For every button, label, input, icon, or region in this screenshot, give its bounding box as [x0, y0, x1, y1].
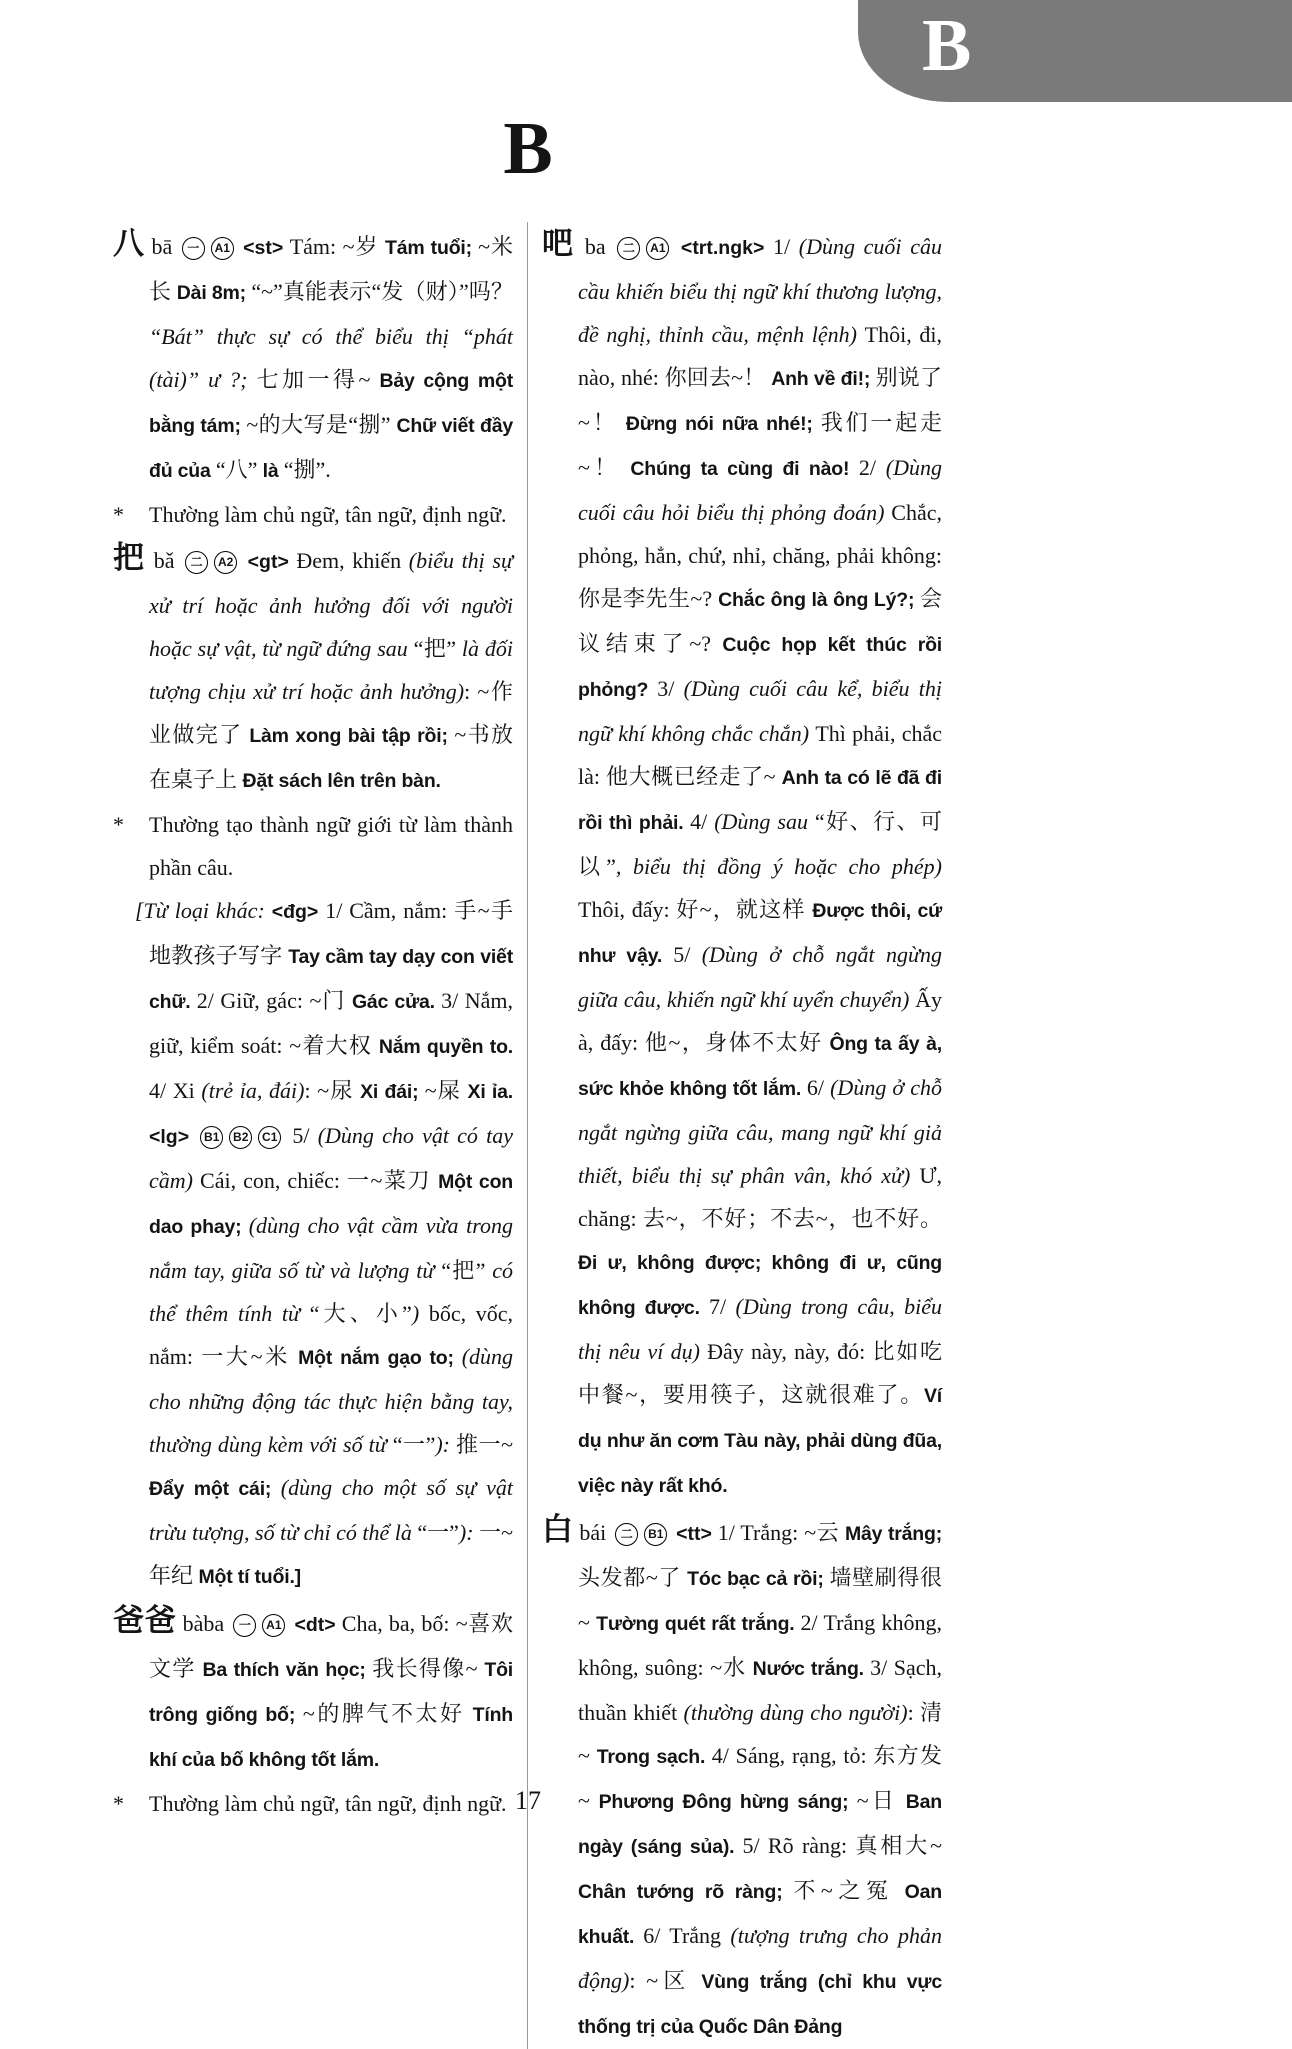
chinese-text: “把” [413, 636, 456, 661]
pinyin: bàba [176, 1611, 231, 1636]
translation-text: Nắm quyền to. [378, 1036, 514, 1058]
translation-text: Tôi trông giống bố; [149, 1659, 513, 1726]
chinese-text: ~着大权 [289, 1033, 379, 1058]
text-run: Thường tạo thành ngữ giới từ làm thành phần câu. [149, 812, 513, 880]
text-run: 2/ [858, 455, 886, 480]
translation-text: Chữ viết đầy đủ của [149, 415, 513, 482]
chinese-text: “八” [215, 457, 258, 482]
text-run: Ư, chăng: [578, 1163, 942, 1231]
explanation-text: (biểu thị sự xử trí hoặc ảnh hưởng đối với người hoặc sự vật, từ ngữ đứng sau [149, 548, 513, 661]
chinese-text: ~云 [804, 1520, 845, 1545]
level-badge: B2 [229, 1126, 252, 1149]
translation-text: Dài 8m; [176, 282, 252, 304]
explanation-text: “Bát” thực sự có thể biểu thị “phát (tài)” ư ?; [149, 324, 513, 392]
translation-text: Trong sạch. [596, 1746, 712, 1768]
level-badge: A1 [646, 237, 669, 260]
explanation-text: (thường dùng cho người) [683, 1700, 908, 1725]
level-badge: 二 [185, 551, 208, 574]
translation-text: Ba thích văn học; [202, 1659, 373, 1681]
note-star: * [113, 1791, 124, 1816]
chinese-text: 头发都~了 [578, 1565, 688, 1590]
text-run: Thường làm chủ ngữ, tân ngữ, định ngữ. [149, 1791, 507, 1816]
text-run: 6/ [806, 1075, 831, 1100]
text-run: 2/ Giữ, gác: [196, 988, 310, 1013]
explanation-text: (Dùng cuối câu cầu khiến biểu thị ngữ khí thương lượng, đề nghị, thỉnh cầu, mệnh lệnh) [578, 234, 942, 347]
chinese-text: “好、行、可以” [578, 809, 943, 879]
text-run: 4/ [690, 809, 715, 834]
chinese-text: 去~，不好；不去~，也不好。 [643, 1206, 942, 1231]
chinese-text: 一大~米 [201, 1344, 299, 1369]
level-badge: B1 [200, 1126, 223, 1149]
text-run: Tám: [289, 234, 343, 259]
text-run: 5/ [284, 1123, 318, 1148]
chinese-text: 真相大~ [855, 1833, 942, 1858]
level-badge: 一 [233, 1614, 256, 1637]
level-badge: A2 [214, 551, 237, 574]
translation-text: Tính khí của bố không tốt lắm. [149, 1704, 514, 1771]
text-run: : [629, 1968, 647, 1993]
chinese-text: ~书放在桌子上 [149, 722, 513, 792]
chinese-text: ~屎 [424, 1078, 468, 1103]
text-run: Thôi, đi, nào, nhé: [578, 322, 942, 390]
translation-text: Chân tướng rõ ràng; [578, 1881, 794, 1903]
chinese-text: “~”真能表示“发（财）”吗？ [251, 279, 513, 304]
translation-text: Tám tuổi; [384, 237, 479, 259]
pos-tag: <trt.ngk> [672, 237, 773, 259]
headword: 白 [542, 1512, 574, 1547]
text-run: Chắc, phỏng, hẳn, chứ, nhỉ, chăng, phải không: [578, 500, 942, 568]
pos-tag: <gt> [240, 551, 297, 573]
explanation-text: (Dùng cuối câu kể, biểu thị ngữ khí không chắc chắn) [578, 676, 942, 746]
chinese-text: ~喜欢文学 [149, 1611, 513, 1681]
text-run: : [907, 1700, 920, 1725]
page-content [113, 108, 943, 2049]
text-run: Ấy à, đấy: [578, 987, 942, 1055]
dictionary-entry [542, 1508, 942, 2049]
translation-text: Tường quét rất trắng. [596, 1613, 801, 1635]
chinese-text: “一” [392, 1432, 436, 1457]
translation-text: Nước trắng. [752, 1658, 871, 1680]
translation-text: Ông ta ấy à, sức khỏe không tốt lắm. [578, 1033, 942, 1100]
explanation-text: là đối tượng chịu xử trí hoặc ảnh hưởng) [149, 636, 514, 704]
chinese-text: ~的脾气不太好 [302, 1701, 473, 1726]
translation-text: Tóc bạc cả rồi; [687, 1568, 830, 1590]
explanation-text: ) [411, 1301, 429, 1326]
translation-text: Đặt sách lên trên bàn. [242, 770, 441, 792]
translation-text: Đừng nói nữa nhé!; [625, 413, 821, 435]
chinese-text: ~作业做完了 [149, 679, 513, 747]
level-badge: B1 [644, 1523, 667, 1546]
chinese-text: ~门 [309, 988, 352, 1013]
explanation-text: (Dùng ở chỗ ngắt ngừng giữa câu, khiến ngữ khí uyển chuyển) [578, 942, 942, 1012]
text-run: Thường làm chủ ngữ, tân ngữ, định ngữ. [149, 502, 507, 527]
entry-note [113, 493, 513, 536]
explanation-text: (Dùng cho vật có tay cầm) [149, 1123, 513, 1193]
text-run: 4/ Sáng, rạng, tỏ: [711, 1743, 874, 1768]
dictionary-column-right [542, 222, 942, 2049]
level-badge: 一 [182, 237, 205, 260]
note-star: * [113, 502, 124, 527]
chinese-text: “大、小” [309, 1301, 412, 1326]
section-heading: B [503, 108, 553, 190]
text-run: 5/ [673, 942, 702, 967]
translation-text: Cuộc họp kết thúc rồi phỏng? [578, 634, 943, 701]
text-run: 4/ Xi [149, 1078, 202, 1103]
translation-text: Được thôi, cứ như vậy. [578, 900, 943, 967]
chinese-text: 他~，身体不太好 [645, 1030, 830, 1055]
text-run: Đem, khiến [296, 548, 409, 573]
chinese-text: “捌” [283, 457, 326, 482]
translation-text: Đẩy một cái; [149, 1478, 281, 1500]
chinese-text: 你是李先生~? [578, 586, 719, 611]
pinyin: ba [576, 234, 615, 259]
explanation-text: , biểu thị đồng ý hoặc cho phép) [615, 854, 942, 879]
translation-text: Tay cầm tay dạy con viết chữ. [149, 946, 513, 1013]
translation-text: Xi ỉa. [467, 1081, 514, 1103]
level-badge: A1 [262, 1614, 285, 1637]
headword: 八 [113, 226, 145, 261]
pos-tag: <dt> [288, 1614, 342, 1636]
pos-tag: <đg> [271, 901, 326, 923]
translation-text: Mây trắng; [844, 1523, 943, 1545]
chinese-text: 我们一起走~！ [578, 410, 943, 480]
text-run: 1/ Cầm, nắm: [325, 898, 455, 923]
text-run: 3/ Sạch, thuần khiết [578, 1655, 942, 1725]
translation-text: Anh ta có lẽ đã đi rồi thì phải. [578, 767, 942, 834]
text-run: 6/ Trắng [643, 1923, 731, 1948]
text-run: Đây này, này, đó: [707, 1339, 873, 1364]
column-divider [527, 222, 528, 2049]
chinese-text: ~水 [710, 1655, 753, 1680]
explanation-text: (dùng cho một số sự vật trừu tượng, số từ chỉ có thể là [149, 1475, 513, 1545]
translation-text: Một con dao phay; [149, 1171, 514, 1238]
entry-bracket [113, 889, 513, 1599]
level-badge: C1 [258, 1126, 281, 1149]
dictionary-entry [542, 222, 942, 1508]
explanation-text: (Dùng ở chỗ ngắt ngừng giữa câu, mang ngữ khí giả thiết, biểu thị sự phân vân, khó xử) [578, 1075, 942, 1188]
note-star: * [113, 812, 124, 837]
translation-text: Bảy cộng một bằng tám; [149, 370, 514, 437]
chinese-text: 我长得像~ [372, 1656, 485, 1681]
chinese-text: 你回去~！ [664, 365, 772, 390]
chinese-text: 不~之冤 [793, 1878, 905, 1903]
level-badge: 二 [617, 237, 640, 260]
dictionary-column-left [113, 222, 513, 2049]
chinese-text: 别说了~！ [578, 365, 943, 435]
level-badge: 二 [615, 1523, 638, 1546]
explanation-text: ): [435, 1432, 457, 1457]
explanation-text: (Dùng sau [714, 809, 815, 834]
text-run: : [304, 1078, 318, 1103]
text-run: bốc, vốc, nắm: [149, 1301, 514, 1369]
chinese-text: 比如吃中餐~，要用筷子，这就很难了。 [578, 1339, 942, 1407]
dictionary-entry [113, 1599, 513, 1782]
section-tab [858, 0, 1292, 102]
page-number: 17 [515, 1786, 541, 1815]
pos-tag: <tt> [670, 1523, 718, 1545]
explanation-text: (dùng cho những động tác thực hiện bằng tay, thường dùng kèm với số từ [149, 1344, 514, 1457]
headword: 吧 [542, 226, 577, 261]
explanation-text: có thể thêm tính từ [149, 1258, 514, 1326]
translation-text: Anh về đi!; [771, 368, 876, 390]
chinese-text: ~日 [856, 1788, 906, 1813]
explanation-text: (Dùng trong câu, biểu thị nêu ví dụ) [578, 1294, 942, 1364]
translation-text: Vùng trắng (chỉ khu vực thống trị của Quốc Dân Đảng [578, 1971, 942, 2038]
explanation-text: ): [458, 1520, 480, 1545]
chinese-text: 七加一得~ [256, 367, 380, 392]
chinese-text: 手~手地教孩子写字 [149, 898, 513, 968]
text-run: Thôi, đấy: [578, 897, 677, 922]
text-run: 1/ [772, 234, 799, 259]
chinese-text: 墙壁刷得很~ [578, 1565, 942, 1635]
chinese-text: 清~ [578, 1700, 943, 1768]
explanation-text: (dùng cho vật cầm vừa trong nắm tay, giữa số từ và lượng từ [149, 1213, 514, 1283]
translation-text: Gác cửa. [351, 991, 442, 1013]
translation-text: Làm xong bài tập rồi; [249, 725, 455, 747]
headword: 把 [113, 540, 147, 575]
chinese-text: 好~，就这样 [676, 897, 813, 922]
text-run: 7/ [708, 1294, 736, 1319]
chinese-text: “把” [441, 1258, 486, 1283]
text-run: 5/ Rõ ràng: [742, 1833, 856, 1858]
translation-text: là [257, 460, 284, 482]
pinyin: bā [145, 234, 179, 259]
chinese-text: ~岁 [342, 234, 385, 259]
text-run: 2/ Trắng không, không, suông: [578, 1610, 942, 1680]
chinese-text: “一” [417, 1520, 459, 1545]
translation-text: Oan khuất. [578, 1881, 942, 1948]
explanation-text: (Dùng cuối câu hỏi biểu thị phỏng đoán) [578, 455, 942, 525]
translation-text: Xi đái; [360, 1081, 425, 1103]
translation-text: Chúng ta cùng đi nào! [630, 458, 859, 480]
chinese-text: 一~菜刀 [347, 1168, 439, 1193]
text-run: Thì phải, chắc là: [578, 721, 942, 789]
chinese-text: 他大概已经走了~ [606, 764, 782, 789]
dictionary-entry [113, 222, 513, 493]
translation-text: Đi ư, không được; không đi ư, cũng không được. [578, 1252, 942, 1319]
chinese-text: ~的大写是“捌” [246, 412, 397, 437]
dictionary-entry [113, 536, 513, 803]
translation-text: Ban ngày (sáng sủa). [578, 1791, 942, 1858]
pinyin: bǎ [146, 548, 183, 573]
explanation-text: (tượng trưng cho phản động) [578, 1923, 942, 1993]
translation-text: Một nắm gạo to; [298, 1347, 462, 1369]
pos-tag: <lg> [149, 1126, 198, 1148]
chinese-text: ~米长 [149, 234, 514, 304]
explanation-text: (trẻ ỉa, đái) [201, 1078, 305, 1103]
chinese-text: ~尿 [317, 1078, 361, 1103]
dictionary-columns [113, 222, 943, 2049]
chinese-text: 会议结束了~? [578, 586, 943, 656]
chinese-text: 东方发~ [578, 1743, 942, 1813]
chinese-text: 推一~ [456, 1432, 513, 1457]
chinese-text: ~区 [646, 1968, 702, 1993]
explanation-text: [Từ loại khác: [135, 898, 272, 923]
text-run: 3/ [657, 676, 684, 701]
level-badge: A1 [211, 237, 234, 260]
text-run: 1/ Trắng: [717, 1520, 805, 1545]
section-tab-letter: B [922, 5, 972, 87]
translation-text: Phương Đông hừng sáng; [598, 1791, 857, 1813]
translation-text: Chắc ông là ông Lý?; [718, 589, 920, 611]
chinese-text: 一~年纪 [149, 1520, 514, 1588]
entry-note [113, 803, 513, 889]
text-run: Cái, con, chiếc: [200, 1168, 347, 1193]
text-run: : [464, 679, 478, 704]
text-run: . [325, 457, 331, 482]
text-run: Cha, ba, bố: [341, 1611, 456, 1636]
headword: 爸爸 [113, 1603, 177, 1638]
translation-text: Một tí tuổi.] [198, 1566, 301, 1588]
text-run: 3/ Nắm, giữ, kiểm soát: [149, 988, 513, 1058]
pinyin: bái [573, 1520, 613, 1545]
translation-text: Ví dụ như ăn cơm Tàu này, phải dùng đũa, việc này rất khó. [578, 1385, 942, 1497]
pos-tag: <st> [236, 237, 290, 259]
